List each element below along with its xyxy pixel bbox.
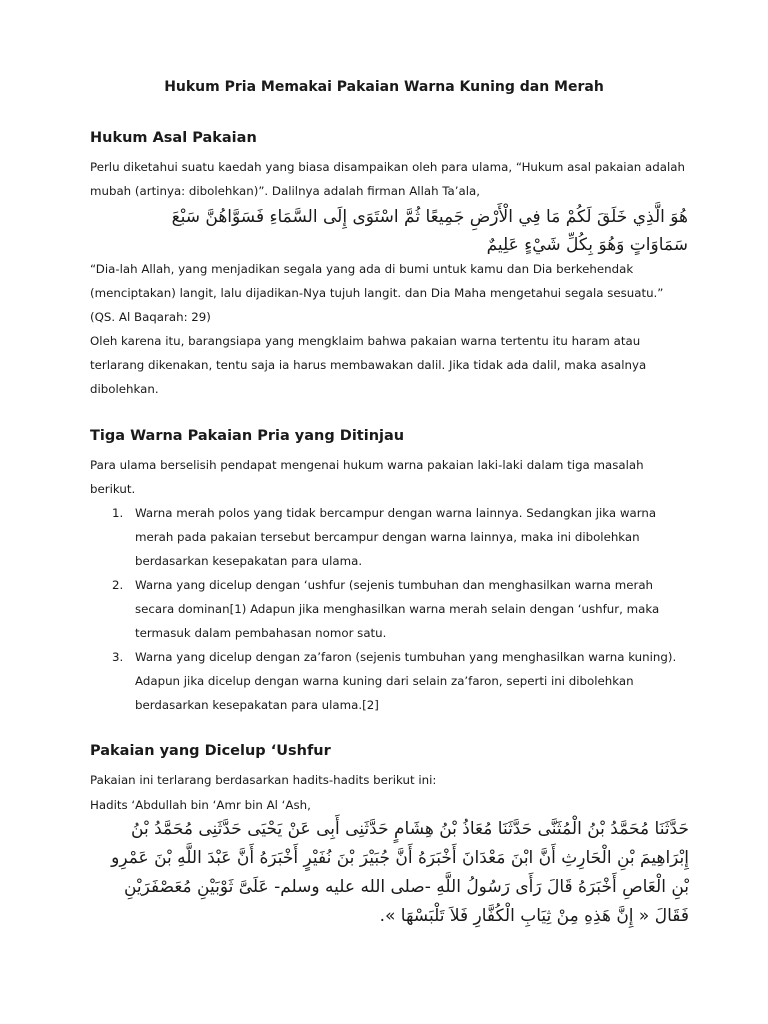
- verse-translation: “Dia-lah Allah, yang menjadikan segala yang ada di bumi untuk kamu dan Dia berkehendak (menciptakan) langit, lalu dijadikan-Nya tujuh langit. dan Dia Maha mengetahui segala sesuatu.” (QS. Al Baqarah: 29): [90, 262, 664, 324]
- paragraph-hadits-intro: Pakaian ini terlarang berdasarkan hadits-hadits berikut ini:: [90, 773, 437, 787]
- document-title: Hukum Pria Memakai Pakaian Warna Kuning dan Merah: [164, 79, 604, 95]
- arabic-hadith: حَدَّثَنَا مُحَمَّدُ بْنُ الْمُثَنَّى حَدَّثَنَا مُعَاذُ بْنُ هِشَامٍ حَدَّثَنِى أَبِى عَنْ يَحْيَى حَدَّثَنِى مُحَمَّدُ بْنُ إِبْرَاهِيمَ بْنِ الْحَارِثِ أَنَّ ابْنَ مَعْدَانَ أَخْبَرَهُ أَنَّ جُبَيْرَ بْنَ نُفَيْرٍ أَخْبَرَهُ أَنَّ عَبْدَ اللَّهِ بْنَ عَمْرِو بْنِ الْعَاصِ أَخْبَرَهُ قَالَ رَأَى رَسُولُ اللَّهِ -صلى الله عليه وسلم- عَلَىَّ ثَوْبَيْنِ مُعَصْفَرَيْنِ فَقَالَ « إِنَّ هَذِهِ مِنْ ثِيَابِ الْكُفَّارِ فَلاَ تَلْبَسْهَا ».: [111, 819, 689, 926]
- heading-tiga-warna: Tiga Warna Pakaian Pria yang Ditinjau: [90, 428, 405, 444]
- list-item: [112, 573, 695, 645]
- hadith-label: Hadits ‘Abdullah bin ‘Amr bin Al ‘Ash,: [90, 798, 311, 812]
- paragraph-perselisihan: Para ulama berselisih pendapat mengenai hukum warna pakaian laki-laki dalam tiga masalah berikut.: [90, 458, 644, 496]
- heading-dicelup-ushfur: Pakaian yang Dicelup ‘Ushfur: [90, 743, 331, 759]
- arabic-verse: هُوَ الَّذِي خَلَقَ لَكُمْ مَا فِي الْأَرْضِ جَمِيعًا ثُمَّ اسْتَوَى إِلَى السَّمَاءِ فَسَوَّاهُنَّ سَبْعَ سَمَاوَاتٍ وَهُوَ بِكُلِّ شَيْءٍ عَلِيمٌ: [171, 207, 688, 255]
- list-item: [112, 645, 695, 717]
- paragraph-kesimpulan: Oleh karena itu, barangsiapa yang mengklaim bahwa pakaian warna tertentu itu haram atau terlarang dikenakan, tentu saja ia harus membawakan dalil. Jika tidak ada dalil, maka asalnya dibolehkan.: [90, 334, 647, 396]
- list-text: Warna merah polos yang tidak bercampur dengan warna lainnya. Sedangkan jika warna merah pada pakaian tersebut bercampur dengan warna lainnya, maka ini dibolehkan berdasarkan kesepakatan para ulama.: [135, 506, 657, 568]
- paragraph-kaedah: Perlu diketahui suatu kaedah yang biasa disampaikan oleh para ulama, “Hukum asal pakaian adalah mubah (artinya: dibolehkan)”. Dalilnya adalah firman Allah Ta’ala,: [90, 160, 685, 198]
- list-text: Warna yang dicelup dengan za’faron (sejenis tumbuhan yang menghasilkan warna kuning). Adapun jika dicelup dengan warna kuning dari selain za’faron, seperti ini dibolehkan berdasarkan kesepakatan para ulama.[2]: [135, 650, 677, 712]
- list-number: 3.: [112, 650, 124, 664]
- heading-hukum-asal-pakaian: Hukum Asal Pakaian: [90, 130, 257, 146]
- list-item: [112, 501, 695, 573]
- list-number: 2.: [112, 578, 124, 592]
- list-text: Warna yang dicelup dengan ‘ushfur (sejenis tumbuhan dan menghasilkan warna merah secara dominan[1) Adapun jika menghasilkan warna merah selain dengan ‘ushfur, maka termasuk dalam pembahasan nomor satu.: [135, 578, 660, 640]
- list-number: 1.: [112, 506, 124, 520]
